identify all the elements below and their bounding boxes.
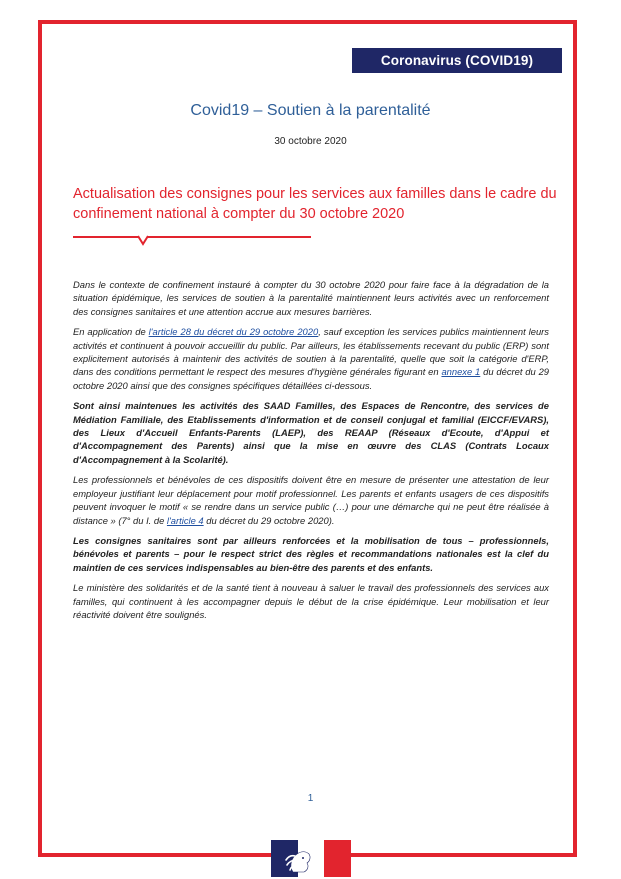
subtitle-underline	[73, 236, 311, 238]
paragraph-context: Dans le contexte de confinement instauré à compter du 30 octobre 2020 pour faire face à la dégradation de la situation épidémique, les services de soutien à la parentalité maintiennent leurs activités avec un renforcement des consignes sanitaires et une attention accrue aux mesures barrières.	[73, 279, 549, 317]
paragraph-ministry-thanks: Le ministère des solidarités et de la santé tient à nouveau à saluer le travail des professionnels des services aux familles, qui continuent à les accompagner depuis le début de la crise épidémique. Leur mobilisation et leur réactivité doivent être soulignés.	[73, 582, 549, 620]
speech-notch-icon	[138, 235, 149, 246]
covid-badge: Coronavirus (COVID19)	[352, 48, 562, 73]
link-article-4[interactable]: l'article 4	[166, 514, 204, 526]
paragraph-professionals: Les professionnels et bénévoles de ces dispositifs doivent être en mesure de présenter une attestation de leur employeur justifiant leur déplacement pour motif professionnel. Les parents et enfants usagers de ces dispositifs peuvent invoquer le motif « se rendre dans un service public (…) pour une démarche qui ne peut être réalisée à distance » (7° du I. de l'article 4 du décret du 29 octobre 2020).	[73, 474, 549, 526]
republique-francaise-logo	[271, 840, 351, 877]
document-title: Covid19 – Soutien à la parentalité	[190, 102, 431, 119]
document-subtitle: Actualisation des consignes pour les services aux familles dans le cadre du confinement national à compter du 30 octobre 2020	[73, 186, 557, 222]
document-body	[73, 278, 549, 628]
page-number: 1	[307, 793, 314, 804]
marianne-icon	[279, 842, 319, 875]
paragraph-maintained-activities: Sont ainsi maintenues les activités des SAAD Familles, des Espaces de Rencontre, des services de Médiation Familiale, des Etablissements d'information et de conseil conjugal et familial (EICCF/EVARS), des Lieux d'Accueil Enfants-Parents (LAEP), des REAAP (Réseaux d'Ecoute, d'Appui et d'Accompagnement des Parents) ainsi que la mise en œuvre des CLAS (Contrats Locaux d'Accompagnement à la Scolarité).	[73, 400, 549, 465]
document-date: 30 octobre 2020	[274, 136, 347, 147]
link-annexe-1[interactable]: annexe 1	[441, 366, 481, 378]
paragraph-sanitary-rules: Les consignes sanitaires sont par ailleurs renforcées et la mobilisation de tous – professionnels, bénévoles et parents – pour le respect strict des règles et recommandations nationales est la clef du maintien de ces services indispensables au bien-être des parents et des enfants.	[73, 534, 549, 573]
paragraph-application: En application de l'article 28 du décret du 29 octobre 2020, sauf exception les services publics maintiennent leurs activités et continuent à pouvoir accueillir du public. Par ailleurs, les établissements recevant du public (ERP) sont explicitement autorisés à maintenir des activités de soutien à la parentalité, quelle que soit la catégorie d'ERP, dans des conditions permettant le respect des mesures d'hygiène générales figurant en annexe 1 du décret du 29 octobre 2020 ainsi que des consignes spécifiques détaillées ci-dessous.	[73, 326, 550, 391]
link-article-28[interactable]: l'article 28 du décret du 29 octobre 2020	[148, 326, 319, 338]
